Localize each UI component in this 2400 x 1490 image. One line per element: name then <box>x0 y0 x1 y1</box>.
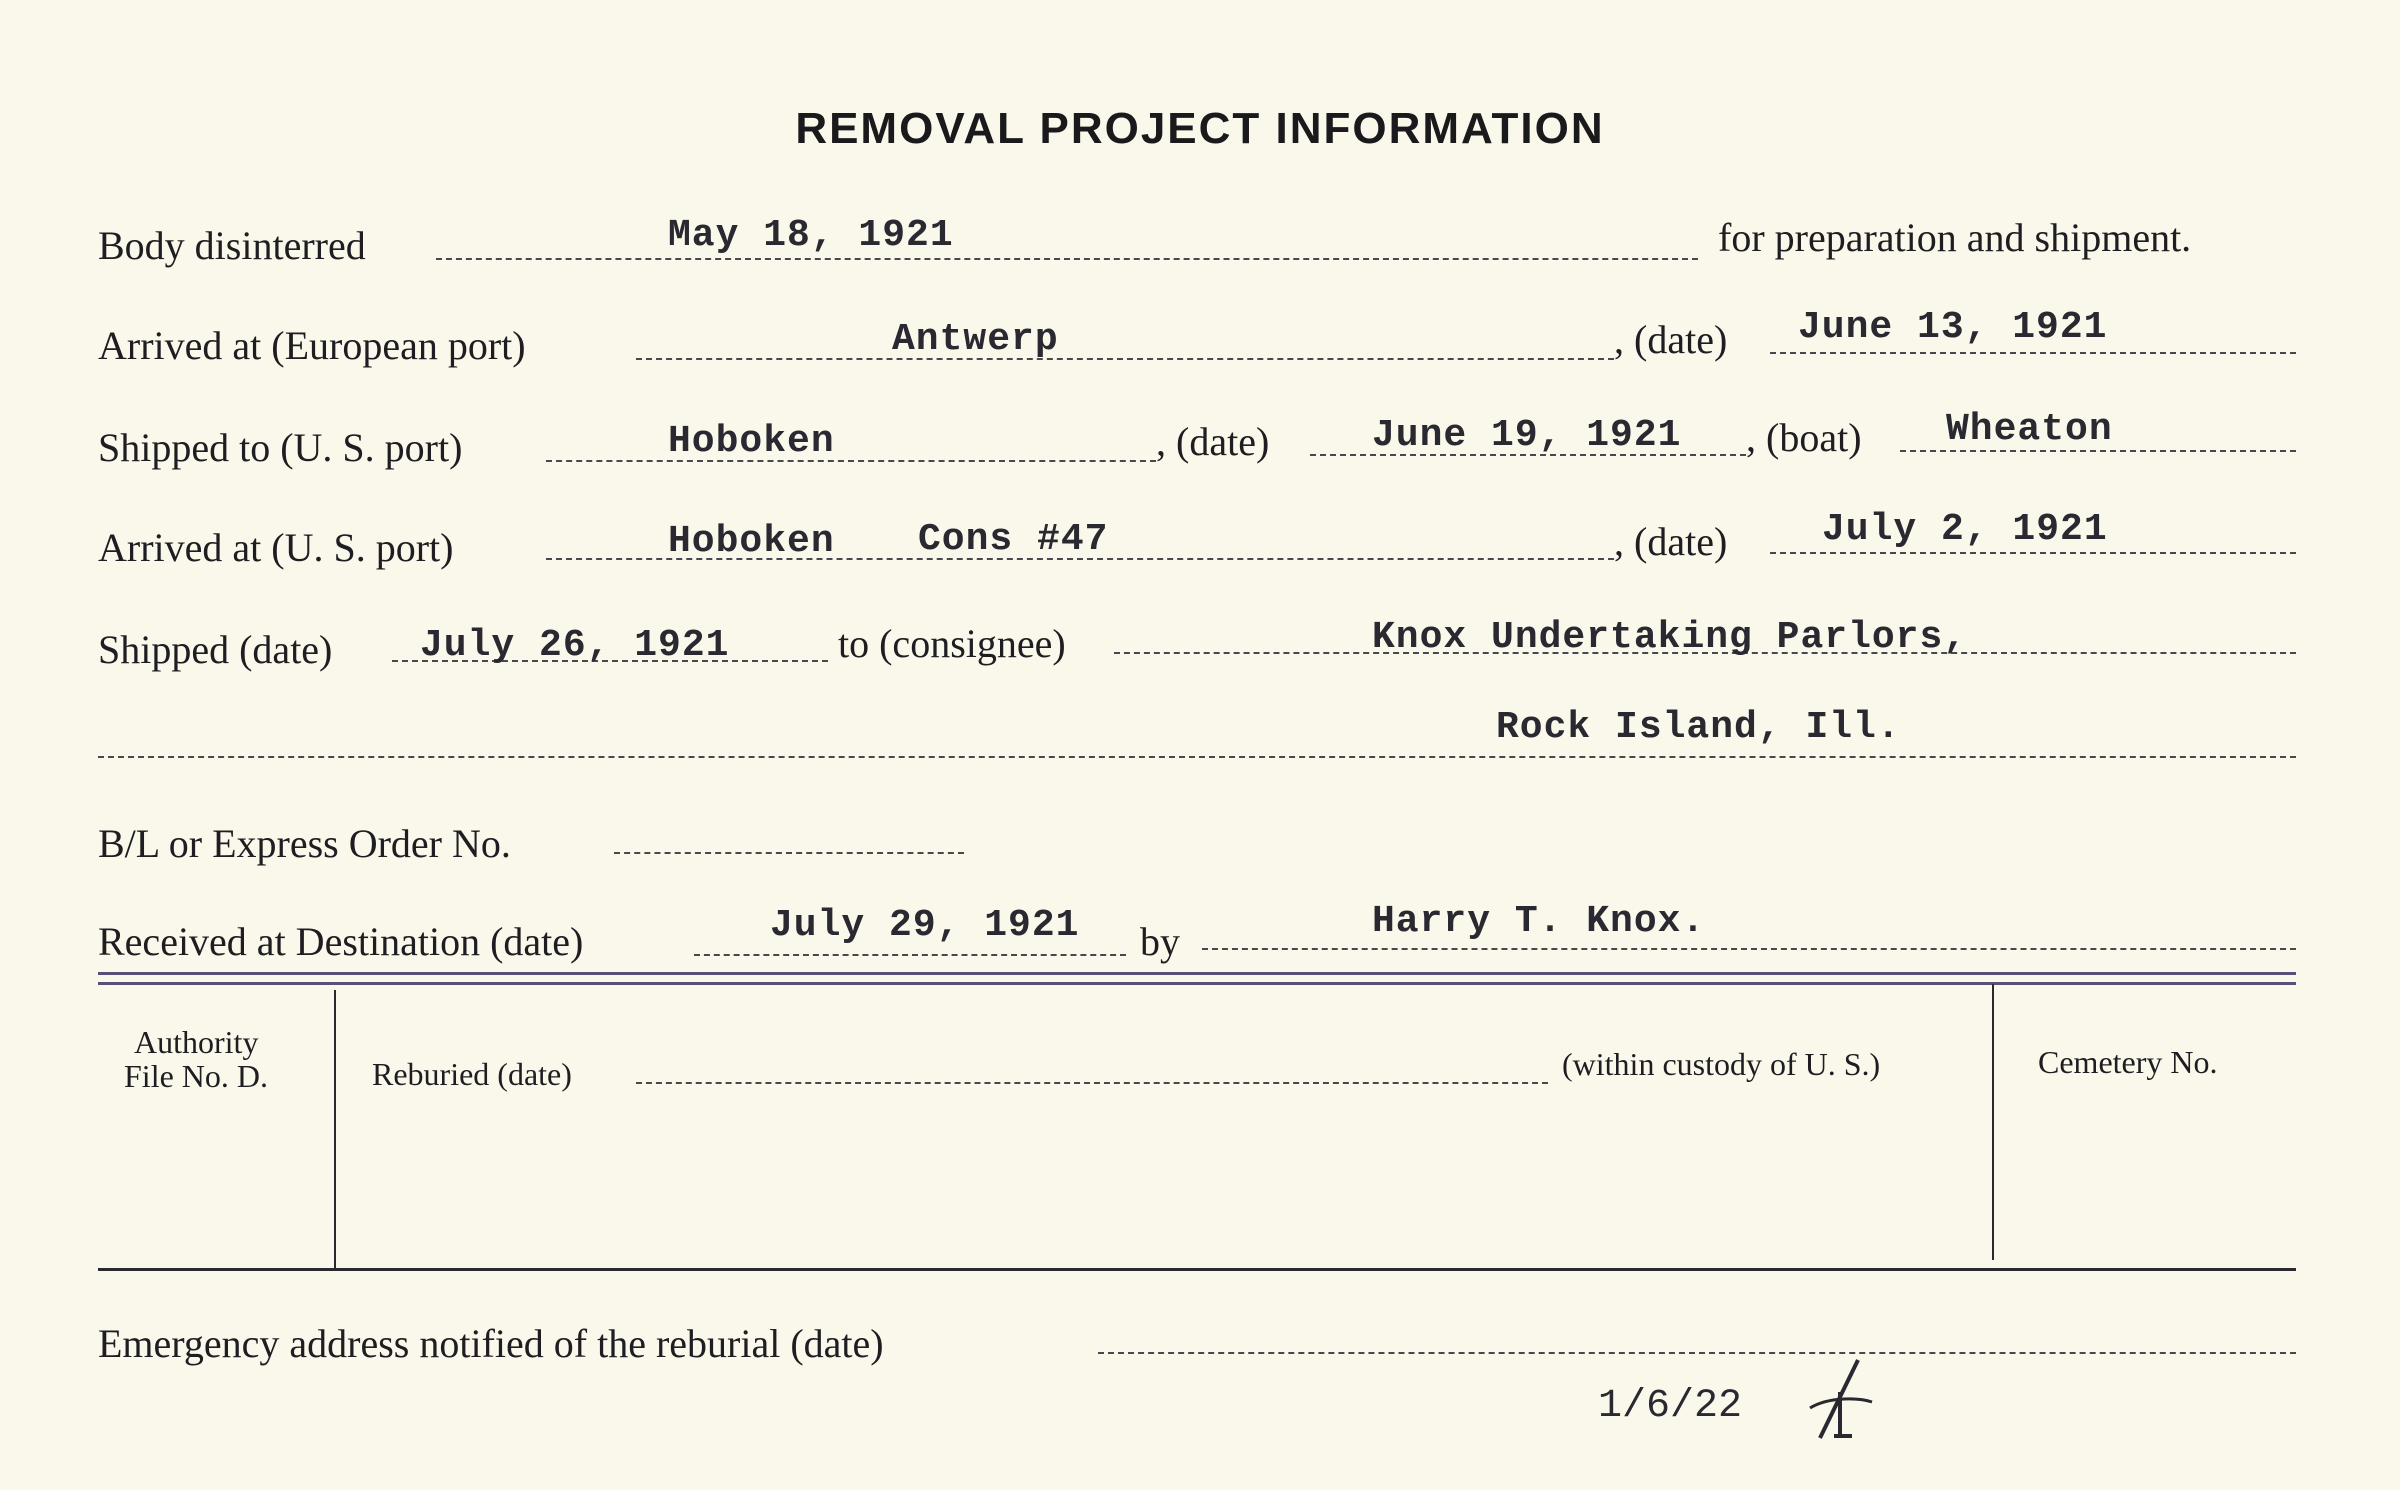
handwritten-date: 1/6/22 <box>1598 1384 1743 1429</box>
disinterred-line <box>436 258 1698 260</box>
arrived-us-value2: Cons #47 <box>918 518 1109 561</box>
emergency-line <box>1098 1352 2296 1354</box>
authority-label-line2: File No. D. <box>124 1058 268 1094</box>
boat-value: Wheaton <box>1946 408 2113 451</box>
us-port-value: Hoboken <box>668 420 835 463</box>
box-top-rule-2 <box>98 982 2296 985</box>
authority-label-line1: Authority <box>134 1024 259 1060</box>
received-by-value: Harry T. Knox. <box>1372 900 1706 943</box>
received-value: July 29, 1921 <box>770 904 1080 947</box>
emergency-label: Emergency address notified of the reburial (date) <box>98 1321 884 1366</box>
consignee-label: to (consignee) <box>838 621 1066 666</box>
consignee-line-2 <box>98 756 2296 758</box>
arrived-us-value: Hoboken <box>668 520 835 563</box>
cemetery-label: Cemetery No. <box>2038 1044 2218 1080</box>
reburied-line <box>636 1082 1548 1084</box>
consignee-value: Knox Undertaking Parlors, <box>1372 616 1968 659</box>
us-date-label: , (date) <box>1156 419 1270 464</box>
shipped-date-label: Shipped (date) <box>98 627 333 672</box>
european-port-line <box>636 358 1614 360</box>
european-date-label: , (date) <box>1614 317 1728 362</box>
disinterred-suffix: for preparation and shipment. <box>1718 215 2192 260</box>
reburied-label: Reburied (date) <box>372 1056 572 1092</box>
received-by-line <box>1202 948 2296 950</box>
received-by-label: by <box>1140 919 1180 964</box>
received-label: Received at Destination (date) <box>98 919 584 964</box>
european-date-line <box>1770 352 2296 354</box>
box-divider-right <box>1992 984 1994 1260</box>
form-title: REMOVAL PROJECT INFORMATION <box>795 104 1605 153</box>
disinterred-label: Body disinterred <box>98 223 366 268</box>
arrived-us-date-line <box>1770 552 2296 554</box>
box-bottom-rule <box>98 1268 2296 1271</box>
us-date-value: June 19, 1921 <box>1372 414 1682 457</box>
us-port-label: Shipped to (U. S. port) <box>98 425 463 470</box>
shipped-date-value: July 26, 1921 <box>420 624 730 667</box>
european-port-label: Arrived at (European port) <box>98 323 526 368</box>
box-top-rule-1 <box>98 972 2296 975</box>
disinterred-value: May 18, 1921 <box>668 214 954 257</box>
arrived-us-label: Arrived at (U. S. port) <box>98 525 454 570</box>
european-date-value: June 13, 1921 <box>1798 306 2108 349</box>
european-port-value: Antwerp <box>892 318 1059 361</box>
custody-label: (within custody of U. S.) <box>1562 1046 1881 1082</box>
arrived-us-date-label: , (date) <box>1614 519 1728 564</box>
initials-mark-icon <box>1800 1352 1890 1452</box>
bl-line <box>614 852 964 854</box>
arrived-us-date-value: July 2, 1921 <box>1822 508 2108 551</box>
received-line <box>694 954 1126 956</box>
consignee-value-2: Rock Island, Ill. <box>1496 706 1901 749</box>
us-port-line <box>546 460 1156 462</box>
boat-label: , (boat) <box>1746 415 1862 460</box>
bl-label: B/L or Express Order No. <box>98 821 511 866</box>
box-divider-left <box>334 990 336 1268</box>
